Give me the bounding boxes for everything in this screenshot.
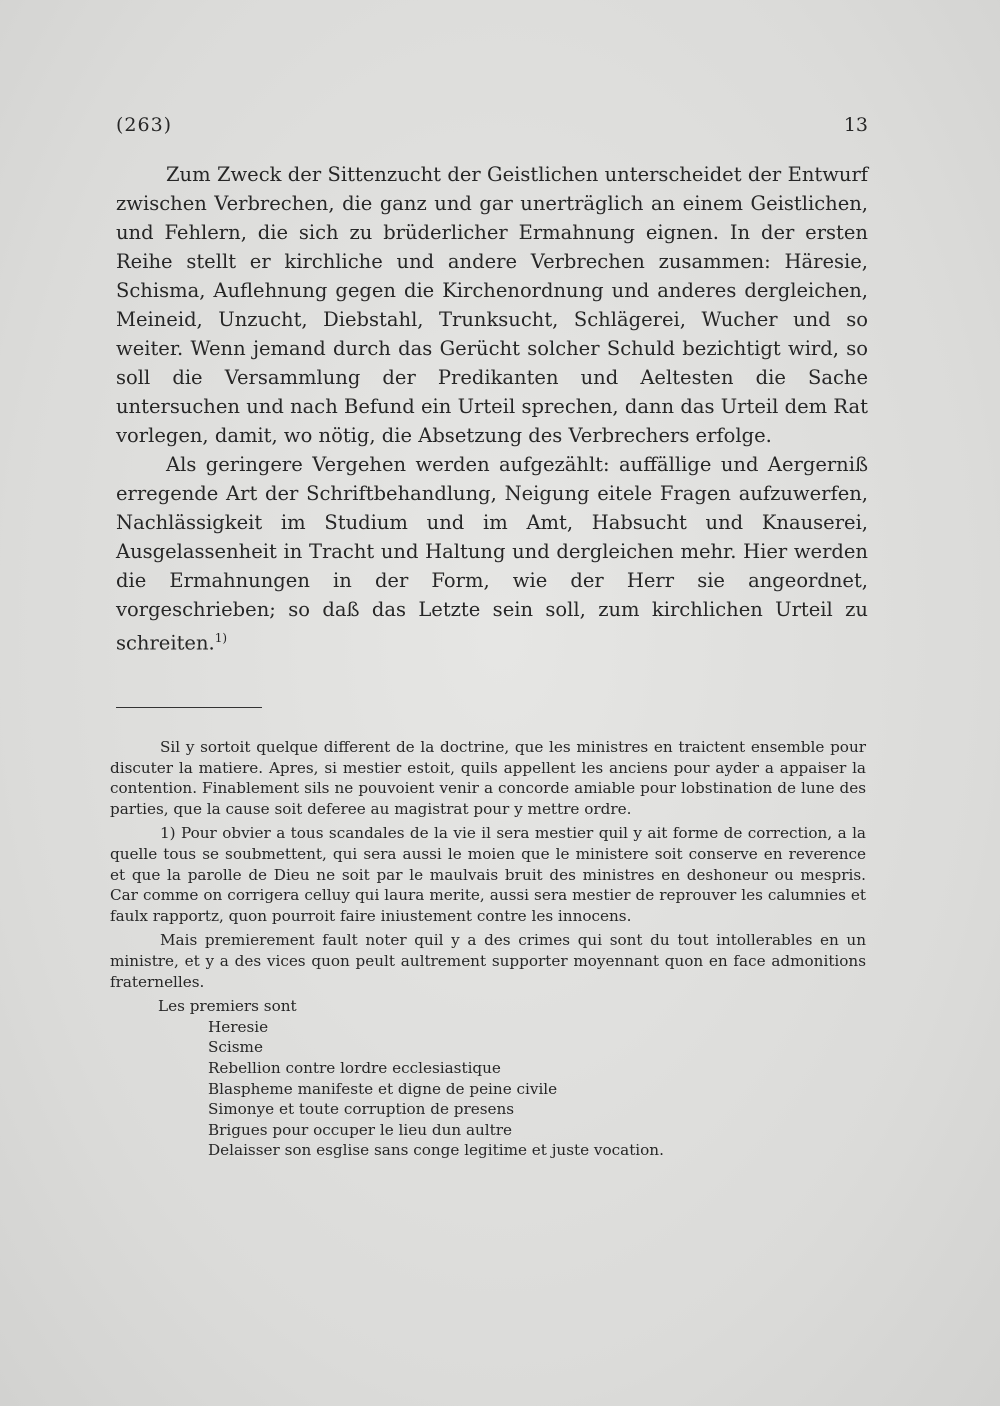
main-text (116, 160, 868, 658)
list-item: Simonye et toute corruption de presens (208, 1100, 515, 1119)
footnote-separator (116, 707, 262, 708)
list-item: Delaisser son esglise sans conge legitime et juste vocation. (208, 1141, 664, 1160)
footnotes (110, 737, 866, 1161)
page-header (116, 114, 868, 140)
list-item: Brigues pour occuper le lieu dun aultre (208, 1120, 513, 1139)
list-item: Heresie (208, 1017, 269, 1036)
footnote-reference: 1) (214, 631, 228, 645)
paragraph-1: Zum Zweck der Sittenzucht der Geistlichen unterscheidet der Entwurf zwischen Verbrechen, die ganz und gar unerträglich an einem Geistlichen, und Fehlern, die sich zu brüderlicher Ermahnung eignen. In der ersten Reihe stellt er kirchliche und andere Verbrechen zusammen: Häresie, Schisma, Auflehnung gegen die Kirchenordnung und anderes dergleichen, Meineid, Unzucht, Diebstahl, Trunksucht, Schlägerei, Wucher und so weiter. Wenn jemand durch das Gerücht solcher Schuld bezichtigt wird, so soll die Versammlung der Predikanten und Aeltesten die Sache untersuchen und nach Befund ein Urteil sprechen, dann das Urteil dem Rat vorlegen, damit, wo nötig, die Absetzung des Verbrechers erfolge. (116, 163, 868, 447)
list-item: Blaspheme manifeste et digne de peine civile (208, 1079, 558, 1098)
page-number: 13 (843, 114, 868, 136)
crimes-list (110, 1017, 866, 1161)
list-item: Scisme (208, 1038, 263, 1057)
paragraph-2-text: Als geringere Vergehen werden aufgezählt: auffällige und Aergerniß erregende Art der Schriftbehandlung, Neigung eitele Fragen aufzuwerfen, Nachlässigkeit im Studium und im Amt, Habsucht und Knauserei, Ausgelassenheit in Tracht und Haltung und dergleichen mehr. Hier werden die Ermahnungen in der Form, wie der Herr sie angeordnet, vorgeschrieben; so daß das Letzte sein soll, zum kirchlichen Urteil zu schreiten. (116, 453, 868, 655)
footnote-1: 1) Pour obvier a tous scandales de la vie il sera mestier quil y ait forme de correction, a la quelle tous se soubmettent, qui sera aussi le moien que le ministere soit conserve en reverence et que la parolle de Dieu ne soit par le maulvais bruit des ministres en deshoneur ou mespris. Car comme on corrigera celluy qui laura merite, aussi sera mestier de reprouver les calumnies et faulx rapportz, quon pourroit faire iniustement contre les innocens. (110, 824, 866, 925)
footnote-2: Mais premierement fault noter quil y a des crimes qui sont du tout intollerables en un ministre, et y a des vices quon peult aultrement supporter moyennant quon en face admonitions fraternelles. (110, 931, 866, 991)
page-reference: (263) (116, 114, 173, 136)
footnote-a: Sil y sortoit quelque different de la doctrine, que les ministres en traictent ensemble pour discuter la matiere. Apres, si mestier estoit, quils appellent les anciens pour ayder a appaiser la contention. Finablement sils ne pouvoient venir a concorde amiable pour lobstination de lune des parties, que la cause soit deferee au magistrat pour y mettre ordre. (110, 738, 866, 818)
list-item: Rebellion contre lordre ecclesiastique (208, 1058, 501, 1077)
paragraph-2 (116, 450, 868, 658)
list-intro: Les premiers sont (158, 997, 297, 1016)
